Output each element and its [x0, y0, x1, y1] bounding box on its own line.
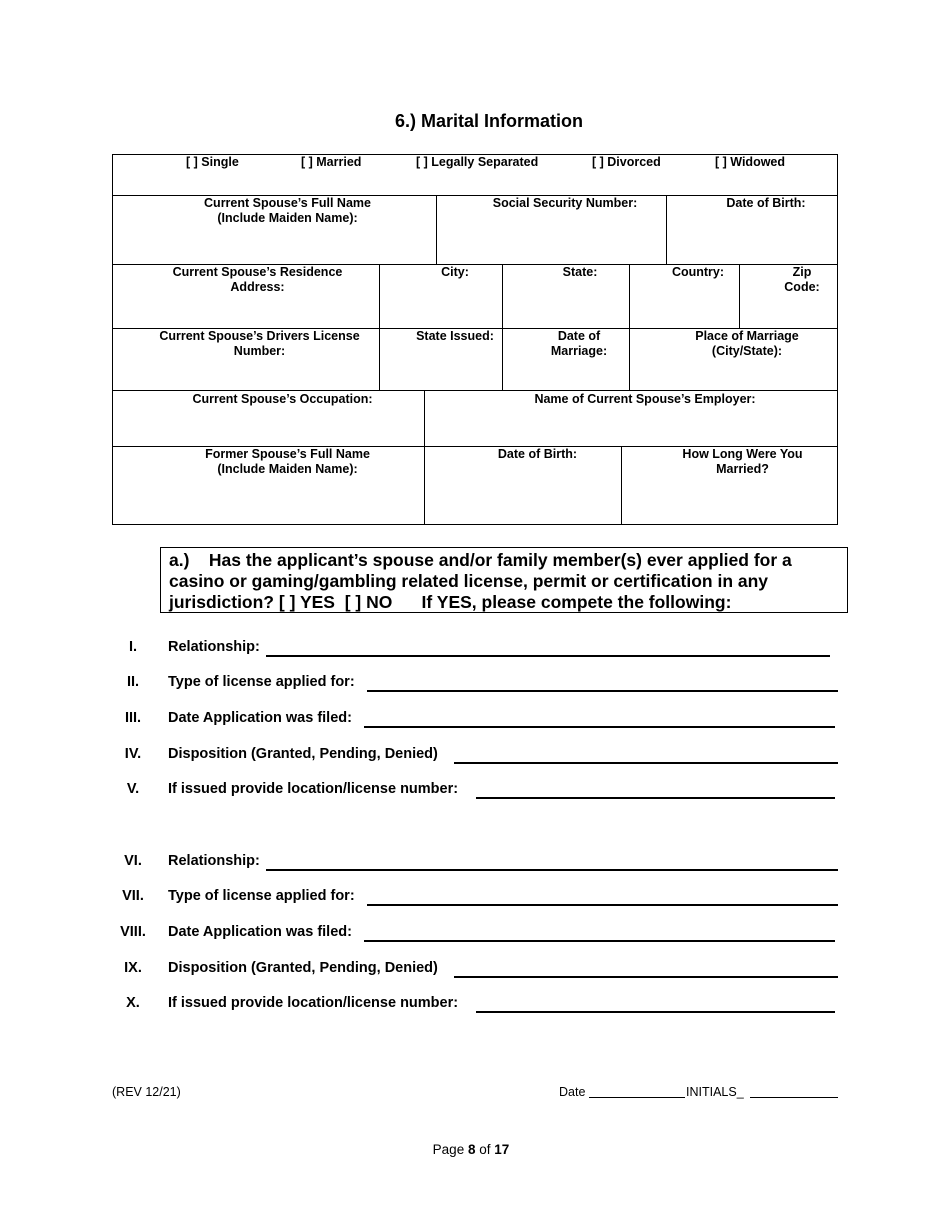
spouse-name-label: Current Spouse’s Full Name (Include Maiden Name): [204, 196, 371, 225]
date-of-marriage-label: Date of Marriage: [550, 329, 608, 358]
residence-label: Current Spouse’s Residence Address: [172, 265, 343, 294]
row-number: II. [126, 674, 140, 690]
row-number: V. [126, 781, 140, 797]
status-legally-separated[interactable]: [ ] Legally Separated [416, 155, 539, 169]
row-label: Disposition (Granted, Pending, Denied) [168, 746, 438, 762]
disposition-2-field[interactable] [454, 976, 838, 978]
license-type-2-field[interactable] [367, 904, 838, 906]
license-number-2-field[interactable] [476, 1011, 835, 1013]
page-number [0, 1142, 942, 1157]
zip-label: Zip Code: [784, 265, 820, 294]
row-label: Type of license applied for: [168, 888, 355, 904]
row-label: Date Application was filed: [168, 924, 352, 940]
date-field[interactable] [589, 1097, 685, 1098]
list-item [0, 710, 950, 730]
question-text: Has the applicant’s spouse and/or family member(s) ever applied for a casino or gaming/gambling related license, permit or certification in any jurisdiction? [169, 550, 792, 612]
question-prefix: a.) [169, 550, 190, 570]
list-item [0, 924, 950, 944]
row-number: VIII. [120, 924, 146, 940]
revision-note: (REV 12/21) [112, 1085, 181, 1099]
row-label: If issued provide location/license number: [168, 781, 459, 797]
list-item [0, 853, 950, 873]
drivers-license-label: Current Spouse’s Drivers License Number: [159, 329, 360, 358]
page-of: of [479, 1142, 491, 1157]
occupation-label: Current Spouse’s Occupation: [192, 392, 373, 406]
row-label: Disposition (Granted, Pending, Denied) [168, 960, 438, 976]
state-issued-label: State Issued: [416, 329, 494, 343]
list-item [0, 995, 950, 1015]
list-item [0, 888, 950, 908]
license-type-1-field[interactable] [367, 690, 838, 692]
relationship-2-field[interactable] [266, 869, 838, 871]
row-number: III. [124, 710, 142, 726]
no-checkbox[interactable]: [ ] NO [344, 592, 393, 612]
row-number: I. [128, 639, 138, 655]
ssn-label: Social Security Number: [492, 196, 638, 210]
page-prefix: Page [432, 1142, 465, 1157]
row-label: Relationship: [168, 853, 260, 869]
relationship-1-field[interactable] [266, 655, 830, 657]
list-item [0, 639, 950, 659]
row-label: Date Application was filed: [168, 710, 352, 726]
date-label: Date [559, 1085, 586, 1099]
application-date-1-field[interactable] [364, 726, 835, 728]
status-single[interactable]: [ ] Single [186, 155, 239, 169]
row-label: If issued provide location/license number: [168, 995, 459, 1011]
yes-checkbox[interactable]: [ ] YES [278, 592, 335, 612]
row-label: Type of license applied for: [168, 674, 355, 690]
page-current: 8 [467, 1142, 476, 1157]
question-followup: If YES, please compete the following: [421, 592, 732, 612]
row-number: IV. [124, 746, 142, 762]
disposition-1-field[interactable] [454, 762, 838, 764]
page-title: 6.) Marital Information [394, 111, 583, 131]
former-dob-label: Date of Birth: [497, 447, 578, 461]
status-divorced[interactable]: [ ] Divorced [592, 155, 661, 169]
list-item [0, 746, 950, 766]
application-date-2-field[interactable] [364, 940, 835, 942]
row-number: VII. [122, 888, 144, 904]
list-item [0, 674, 950, 694]
state-label: State: [562, 265, 598, 279]
gaming-license-question [160, 547, 848, 613]
employer-label: Name of Current Spouse’s Employer: [534, 392, 756, 406]
dob-label: Date of Birth: [726, 196, 806, 210]
country-label: Country: [671, 265, 725, 279]
initials-field[interactable] [750, 1097, 838, 1098]
row-number: VI. [124, 853, 142, 869]
row-number: IX. [124, 960, 142, 976]
list-item [0, 960, 950, 980]
former-spouse-label: Former Spouse’s Full Name (Include Maiden Name): [205, 447, 370, 476]
license-number-1-field[interactable] [476, 797, 835, 799]
place-of-marriage-label: Place of Marriage (City/State): [695, 329, 799, 358]
status-married[interactable]: [ ] Married [301, 155, 362, 169]
city-label: City: [441, 265, 469, 279]
row-label: Relationship: [168, 639, 260, 655]
how-long-label: How Long Were You Married? [682, 447, 803, 476]
status-widowed[interactable]: [ ] Widowed [715, 155, 786, 169]
row-number: X. [126, 995, 140, 1011]
page-total: 17 [494, 1142, 510, 1157]
initials-label: INITIALS_ [686, 1085, 744, 1099]
list-item [0, 781, 950, 801]
